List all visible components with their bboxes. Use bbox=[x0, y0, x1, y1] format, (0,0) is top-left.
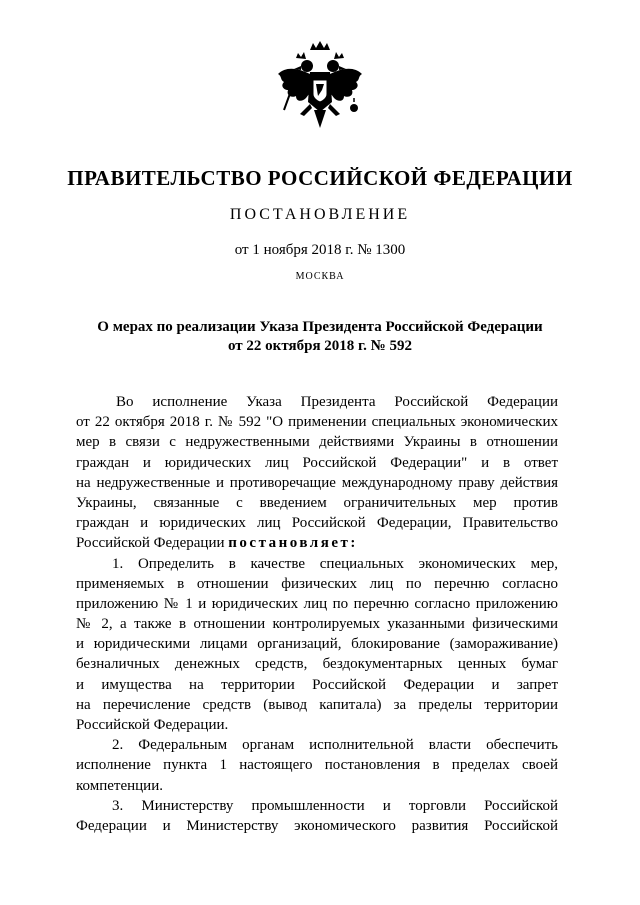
document-body bbox=[76, 392, 558, 836]
body-line: применяемых в отношении физических лиц по перечню согласно bbox=[76, 575, 558, 592]
body-line: Российской Федерации. bbox=[76, 717, 229, 733]
body-line bbox=[76, 533, 558, 553]
title-line: О мерах по реализации Указа Президента Российской Федерации bbox=[97, 319, 543, 335]
organization-name: ПРАВИТЕЛЬСТВО РОССИЙСКОЙ ФЕДЕРАЦИИ bbox=[67, 166, 573, 190]
body-line: от 22 октября 2018 г. № 592 "О применении специальных экономических bbox=[76, 414, 558, 431]
body-line: Украины, связанные с введением ограничительных мер против bbox=[76, 494, 558, 511]
body-line: мер в связи с недружественными действиями Украины в отношении bbox=[76, 434, 558, 451]
body-line: 3. Министерству промышленности и торговли Российской bbox=[112, 797, 558, 814]
body-line: граждан и юридических лиц Российской Федерации, Правительство bbox=[76, 515, 558, 532]
title-line: от 22 октября 2018 г. № 592 bbox=[228, 338, 412, 354]
emphasized-verb: постановляет: bbox=[228, 535, 358, 552]
body-line: и юридическими лицами организаций, блокирование (замораживание) bbox=[76, 636, 558, 653]
body-line: безналичных денежных средств, бездокументарных ценных бумаг bbox=[76, 656, 558, 673]
body-line: исполнение пункта 1 настоящего постановления в пределах своей bbox=[76, 757, 558, 774]
document-type: ПОСТАНОВЛЕНИЕ bbox=[229, 206, 411, 223]
body-line: и имущества на территории Российской Федерации и запрет bbox=[76, 676, 558, 693]
body-text: Российской Федерации bbox=[76, 535, 225, 552]
document-title bbox=[0, 318, 640, 356]
body-line: Федерации и Министерству экономического развития Российской bbox=[76, 817, 558, 834]
body-line: на перечисление средств (вывод капитала) за пределы территории bbox=[76, 696, 558, 713]
body-line: приложению № 1 и юридических лиц по перечню согласно приложению bbox=[76, 595, 558, 612]
russian-coat-of-arms-icon bbox=[270, 40, 370, 140]
document-city: МОСКВА bbox=[295, 271, 345, 282]
body-line: 2. Федеральным органам исполнительной власти обеспечить bbox=[112, 737, 558, 754]
body-line: на недружественные и противоречащие международному праву действия bbox=[76, 474, 558, 491]
document-date-number: от 1 ноября 2018 г. № 1300 bbox=[234, 242, 406, 258]
body-line: граждан и юридических лиц Российской Федерации" и в ответ bbox=[76, 454, 558, 471]
body-line: компетенции. bbox=[76, 777, 163, 794]
body-line: № 2, а также в отношении контролируемых указанными физическими bbox=[76, 616, 558, 633]
body-line: Во исполнение Указа Президента Российской Федерации bbox=[116, 394, 558, 410]
body-line: 1. Определить в качестве специальных экономических мер, bbox=[112, 555, 558, 572]
